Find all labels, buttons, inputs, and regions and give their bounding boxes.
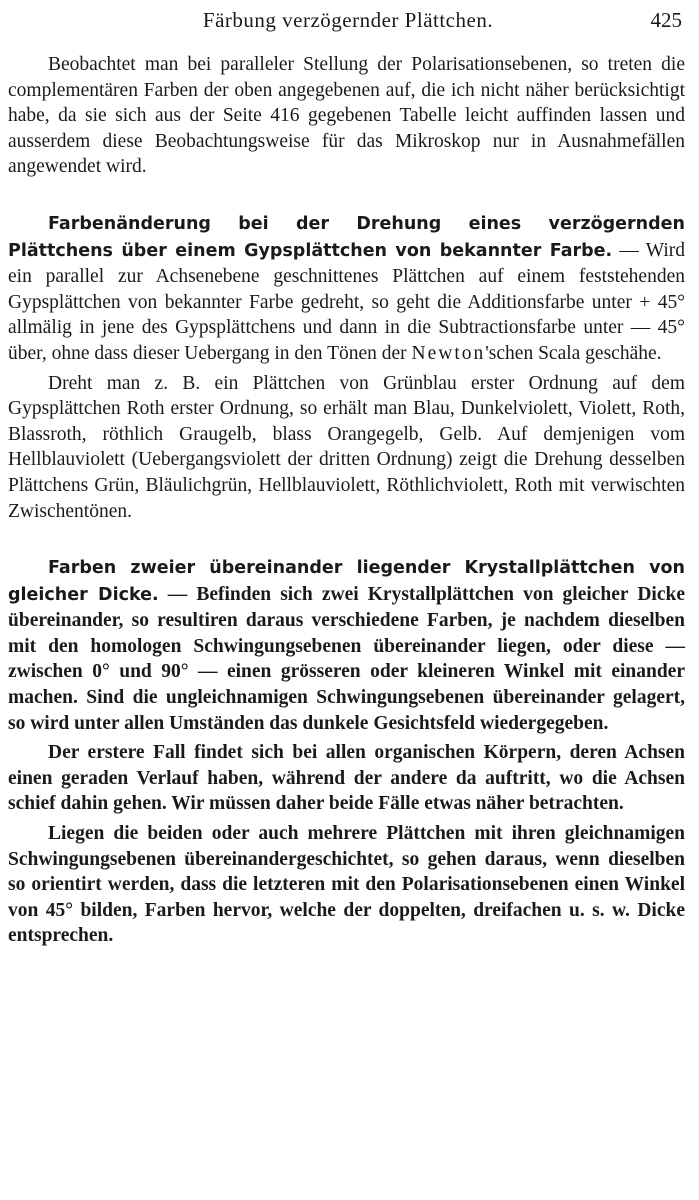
body-text: [8, 52, 685, 949]
running-head: [8, 8, 688, 38]
section2-paragraph-2: [8, 740, 685, 817]
section2-paragraph-3: [8, 821, 685, 949]
section1-para2: Dreht man z. B. ein Plättchen von Grünblau erster Ordnung auf dem Gypsplättchen Roth erster Ordnung, so erhält man Blau, Dunkelviolett, Violett, Roth, Blassroth, röthlich Graugelb, blass Orangegelb, Gelb. Auf demjenigen vom Hellblauviolett (Uebergangsviolett der dritten Ordnung) zeigt die Drehung desselben Plättchens Grün, Bläulichgrün, Hellblauviolett, Röthlichviolett, Roth mit verwischten Zwischentönen.: [8, 372, 685, 522]
intro-paragraph: [8, 52, 685, 180]
section2-heading: Farben zweier übereinander liegender Krystallplättchen von gleicher Dicke.: [8, 558, 685, 605]
section1-text-b: 'schen Scala geschähe.: [485, 342, 662, 364]
section2-para1: — Befinden sich zwei Krystallplättchen von gleicher Dicke übereinander, so resultiren daraus verschiedene Farben, je nachdem dieselben mit den homologen Schwingungsebenen übereinander liegen, oder diese — zwischen 0° und 90° — einen grösseren oder kleineren Winkel mit einander machen. Sind die ungleichnamigen Schwingungsebenen übereinander gelagert, so wird unter allen Umständen das dunkele Gesichtsfeld wiedergegeben.: [8, 583, 685, 734]
section2-paragraph: [8, 555, 685, 736]
running-title: Färbung verzögernder Plättchen.: [202, 8, 494, 32]
page-number: 425: [650, 8, 682, 32]
section1-paragraph-2: [8, 371, 685, 525]
section2-para3: Liegen die beiden oder auch mehrere Plättchen mit ihren gleichnamigen Schwingungsebenen übereinandergeschichtet, so gehen daraus, wenn dieselben so orientirt werden, dass die letzteren mit den Polarisationsebenen einen Winkel von 45° bilden, Farben hervor, welche der doppelten, dreifachen u. s. w. Dicke entsprechen.: [8, 823, 685, 947]
section2-para2: Der erstere Fall findet sich bei allen organischen Körpern, deren Achsen einen geraden Verlauf haben, während der andere da auftritt, wo die Achsen schief dahin gehen. Wir müssen daher beide Fälle etwas näher betrachten.: [8, 742, 685, 815]
section1-heading: Farbenänderung bei der Drehung eines verzögernden Plättchens über einem Gypsplättchen von bekannter Farbe.: [8, 213, 685, 261]
section1-paragraph: [8, 211, 685, 367]
section1-text-a: — Wird ein parallel zur Achsenebene geschnittenes Plättchen auf einem feststehenden Gypsplättchen von bekannter Farbe gedreht, so geht die Additionsfarbe unter + 45° allmälig in jene des Gypsplättchens und dann in die Subtractionsfarbe unter — 45° über, ohne dass dieser Uebergang in den Tönen der: [8, 239, 686, 364]
intro-text: Beobachtet man bei paralleler Stellung der Polarisationsebenen, so treten die complementären Farben der oben angegebenen auf, die ich nicht näher berücksichtigt habe, da sie sich aus der Seite 416 gegebenen Tabelle leicht auffinden lassen und ausserdem diese Beobachtungsweise für das Mikroskop nur in Ausnahmefällen angewendet wird.: [8, 54, 685, 178]
newton-name: Newton: [411, 342, 486, 364]
